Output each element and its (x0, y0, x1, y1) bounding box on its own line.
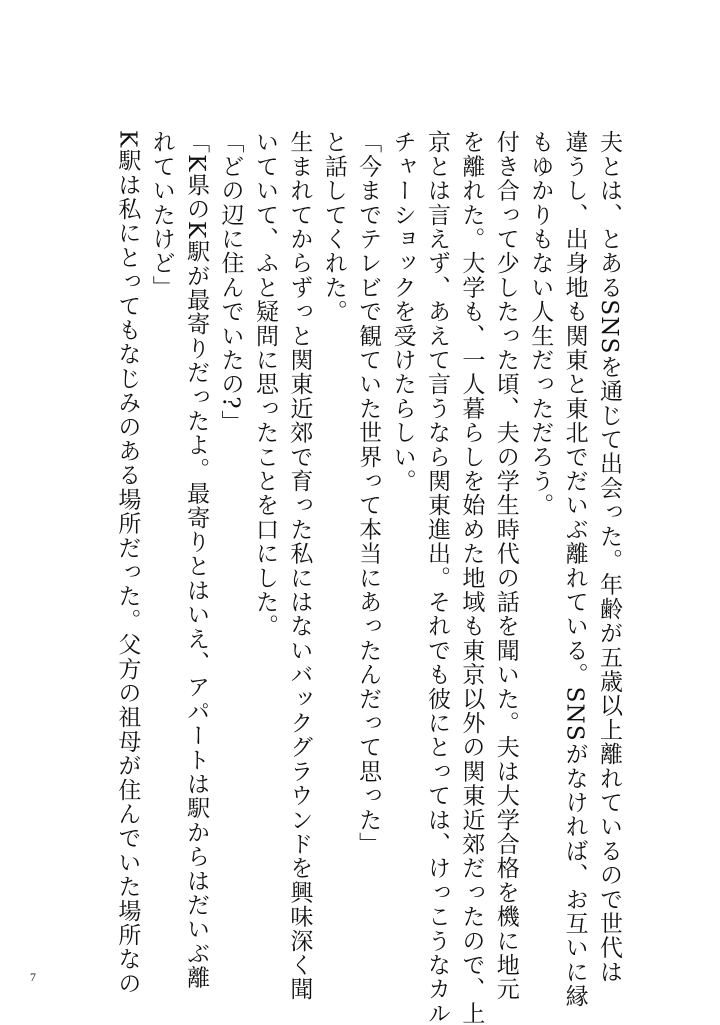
text-line: 「K県のK駅が最寄りだったよ。最寄りとはいえ、アパートは駅からはだいぶ離 (183, 130, 210, 990)
text-line: いていて、ふと疑問に思ったことを口にした。 (251, 130, 278, 639)
text-line: 生まれてからずっと関東近郊で育った私にはないバックグラウンドを興味深く聞 (286, 130, 313, 1002)
text-line: もゆかりもない人生だっただろう。 (527, 130, 554, 518)
text-line: K駅は私にとってもなじみのある場所だった。父方の祖母が住んでいた場所なの (114, 130, 141, 996)
text-line: れていたけど」 (148, 130, 175, 300)
text-line: を離れた。大学も、一人暮らしを始めた地域も東京以外の関東近郊だったので、上 (458, 130, 485, 1025)
text-line: 「今までテレビで観ていた世界って本当にあったんだって思った」 (355, 130, 382, 856)
text-line: 付き合って少したった頃、夫の学生時代の話を聞いた。夫は大学合格を機に地元 (492, 130, 519, 1002)
text-line: チャーショックを受けたらしい。 (389, 130, 416, 493)
vertical-text-body (110, 130, 626, 1025)
text-line: 京とは言えず、あえて言うなら関東進出。それでも彼にとっては、けっこうなカル (423, 130, 450, 1025)
text-line: 違うし、出身地も関東と東北でだいぶ離れている。SNSがなければ、お互いに縁 (561, 130, 588, 1009)
text-line: 夫とは、とあるSNSを通じて出会った。年齢が五歳以上離れているので世代は (596, 130, 622, 984)
text-line: と話してくれた。 (320, 130, 347, 324)
page-number: 7 (30, 970, 36, 984)
text-line: 「どの辺に住んでいたの?」 (217, 130, 244, 434)
